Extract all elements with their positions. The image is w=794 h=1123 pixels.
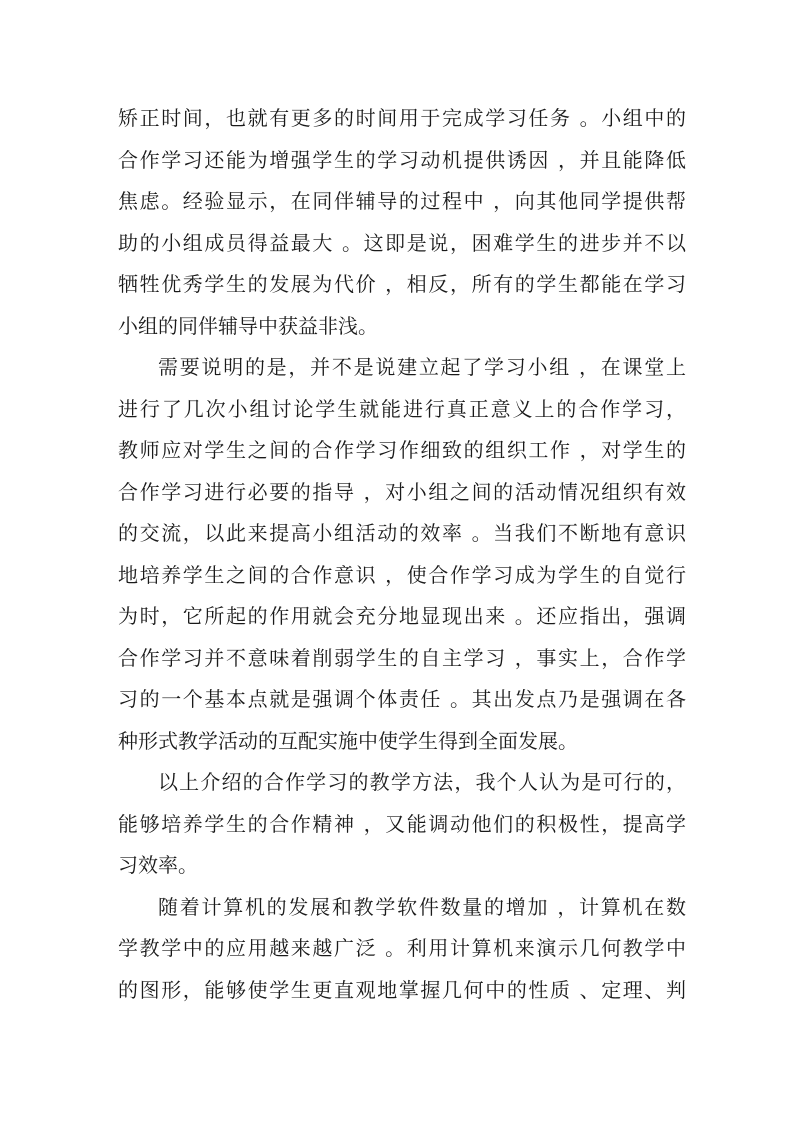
body-text: [118, 98, 686, 1011]
text-line: 牺牲优秀学生的发展为代价 ，相反，所有的学生都能在学习: [118, 272, 686, 296]
text-line: 合作学习还能为增强学生的学习动机提供诱因 ，并且能降低: [118, 147, 686, 172]
paragraph-1: [118, 98, 686, 347]
text-line: 小组的同伴辅导中获益非浅。: [118, 313, 378, 338]
text-line: 合作学习并不意味着削弱学生的自主学习 ，事实上，合作学: [118, 645, 686, 670]
text-line: 合作学习进行必要的指导 ，对小组之间的活动情况组织有效: [118, 479, 686, 504]
text-line: 为时，它所起的作用就会充分地显现出来 。还应指出，强调: [118, 604, 686, 628]
paragraph-4: [118, 887, 686, 1012]
text-line: 助的小组成员得益最大 。这即是说，困难学生的进步并不以: [118, 230, 686, 255]
text-line: 焦虑。经验显示，在同伴辅导的过程中 ，向其他同学提供帮: [118, 189, 686, 213]
text-line: 进行了几次小组讨论学生就能进行真正意义上的合作学习，: [118, 396, 686, 421]
text-line: 习的一个基本点就是强调个体责任 。其出发点乃是强调在各: [118, 687, 686, 711]
paragraph-2: [118, 347, 686, 762]
text-line: 的交流，以此来提高小组活动的效率 。当我们不断地有意识: [118, 521, 686, 545]
text-line: 随着计算机的发展和教学软件数量的增加 ，计算机在数: [158, 894, 686, 919]
text-line: 矫正时间，也就有更多的时间用于完成学习任务 。小组中的: [118, 106, 686, 130]
text-line: 的图形，能够使学生更直观地掌握几何中的性质 、定理、判: [118, 977, 686, 1002]
paragraph-3: [118, 762, 686, 887]
text-line: 习效率。: [118, 853, 198, 877]
text-line: 学教学中的应用越来越广泛 。利用计算机来演示几何教学中: [118, 936, 686, 960]
text-line: 能够培养学生的合作精神 ，又能调动他们的积极性，提高学: [118, 811, 686, 836]
text-line: 教师应对学生之间的合作学习作细致的组织工作 ，对学生的: [118, 438, 686, 462]
text-line: 需要说明的是，并不是说建立起了学习小组 ，在课堂上: [158, 355, 686, 379]
text-line: 种形式教学活动的互配实施中使学生得到全面发展。: [118, 728, 578, 753]
text-line: 以上介绍的合作学习的教学方法，我个人认为是可行的，: [158, 770, 686, 794]
text-line: 地培养学生之间的合作意识 ，使合作学习成为学生的自觉行: [118, 562, 686, 587]
